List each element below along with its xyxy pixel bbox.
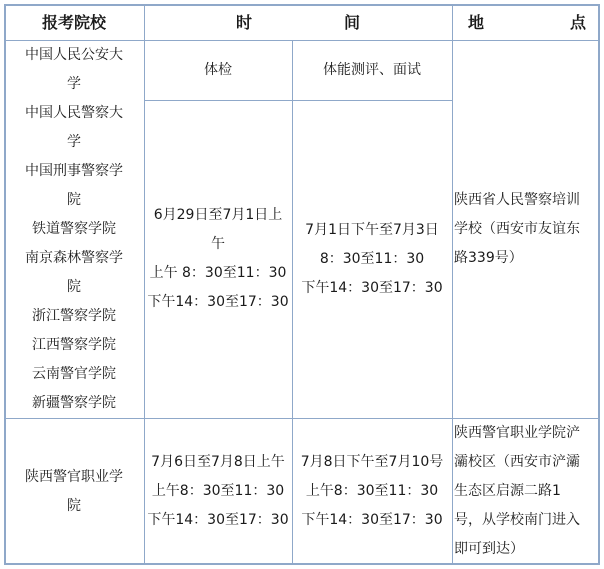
subheader-fitness-text: 体能测评、面试 [323, 61, 421, 78]
rule-header [4, 40, 600, 41]
fitness-line: 8：30至11：30 [319, 250, 425, 267]
fitness-line: 下午14：30至17：30 [301, 512, 443, 528]
group1-fitness-lines [301, 216, 442, 303]
group1-schools [4, 40, 144, 418]
header-school [4, 4, 144, 40]
rule-group-split [4, 418, 600, 419]
group2-schools-list [25, 463, 123, 521]
group2-fitness-lines [301, 448, 444, 535]
header-time-char-2: 间 [344, 12, 361, 32]
physical-line: 午 [210, 236, 225, 252]
group1-physical [144, 100, 292, 418]
group1-place-lines [454, 186, 580, 273]
place-line: 陕西警官职业学院浐 [454, 425, 580, 441]
fitness-line: 7月1日下午至7月3日 [305, 221, 439, 238]
subheader-physical [144, 40, 292, 100]
physical-line: 下午14：30至17：30 [147, 512, 289, 528]
border-bottom [4, 563, 600, 565]
group2-place [452, 418, 600, 565]
header-school-text: 报考院校 [41, 12, 106, 32]
group1-fitness [292, 100, 452, 418]
school-line: 南京森林警察学 [25, 249, 123, 266]
header-place [452, 4, 600, 40]
group1-physical-lines [147, 201, 288, 317]
place-line: 学校（西安市友谊东 [454, 220, 580, 237]
school-line: 院 [67, 278, 81, 295]
subheader-physical-text: 体检 [204, 61, 232, 78]
school-line: 江西警察学院 [32, 336, 116, 353]
header-place-char-2: 点 [570, 12, 587, 32]
fitness-line: 7月8日下午至7月10号 [300, 454, 444, 470]
school-line: 学 [67, 75, 81, 92]
group1-place [452, 40, 600, 418]
physical-line: 上午8：30至11：30 [151, 483, 285, 499]
school-line: 云南警官学院 [32, 365, 116, 382]
subheader-fitness [292, 40, 452, 100]
schedule-table [4, 4, 600, 565]
physical-line: 上午 8：30至11：30 [149, 265, 287, 281]
physical-line: 下午14：30至17：30 [147, 294, 289, 310]
border-right [598, 4, 600, 565]
place-line: 路339号） [454, 249, 523, 266]
rule-col-3 [452, 4, 453, 565]
place-line: 灞校区（西安市浐灞 [454, 454, 580, 470]
place-line: 生态区启源二路1 [454, 483, 561, 499]
physical-line: 6月29日至7月1日上 [153, 207, 283, 223]
school-line: 中国人民公安大 [25, 46, 123, 63]
school-line: 浙江警察学院 [32, 307, 116, 324]
fitness-line: 上午8：30至11：30 [305, 483, 439, 499]
border-left [4, 4, 6, 565]
rule-col-1 [144, 4, 145, 565]
group1-schools-list [25, 41, 123, 418]
rule-subheader [144, 100, 452, 101]
border-top [4, 4, 600, 6]
school-line: 陕西警官职业学 [25, 468, 123, 485]
fitness-line: 下午14：30至17：30 [301, 279, 443, 296]
school-line: 中国刑事警察学 [25, 162, 123, 179]
place-line: 即可到达） [454, 541, 524, 557]
header-time-char-1: 时 [236, 12, 253, 32]
school-line: 中国人民警察大 [25, 104, 123, 121]
place-line: 陕西省人民警察培训 [454, 191, 580, 208]
group2-fitness [292, 418, 452, 565]
group2-schools [4, 418, 144, 565]
group2-physical [144, 418, 292, 565]
header-place-char-1: 地 [468, 12, 485, 32]
place-line: 号，从学校南门进入 [454, 512, 580, 528]
school-line: 学 [67, 133, 81, 150]
school-line: 新疆警察学院 [32, 394, 116, 411]
school-line: 院 [67, 191, 81, 208]
school-line: 铁道警察学院 [32, 220, 116, 237]
rule-col-2 [292, 40, 293, 565]
school-line: 院 [67, 497, 81, 514]
physical-line: 7月6日至7月8日上午 [151, 454, 285, 470]
header-time [144, 4, 452, 40]
group2-place-lines [454, 419, 580, 564]
group2-physical-lines [147, 448, 288, 535]
